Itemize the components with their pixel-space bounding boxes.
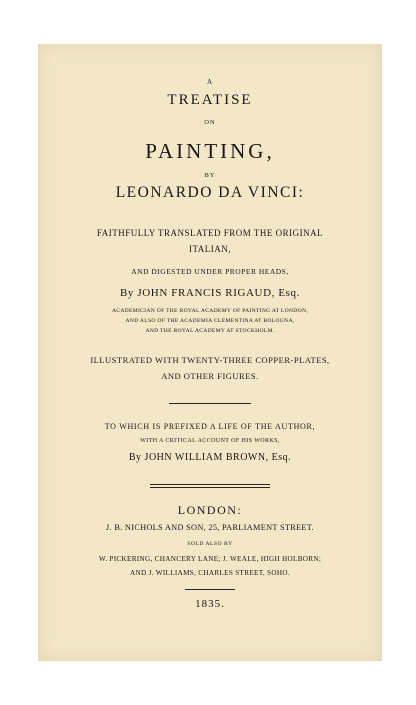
title-page	[38, 44, 382, 661]
imprint-city: LONDON:	[177, 503, 243, 517]
separator-rule-double	[150, 484, 270, 488]
publication-year: 1835.	[195, 598, 225, 610]
sellers-line-1: W. PICKERING, CHANCERY LANE; J. WEALE, HIGH HOLBORN;	[98, 555, 322, 563]
translator-line: By JOHN FRANCIS RIGAUD, Esq.	[120, 287, 300, 299]
sold-also-by-line: SOLD ALSO BY	[187, 541, 233, 547]
separator-rule-1	[169, 403, 251, 404]
sellers-line-2: AND J. WILLIAMS, CHARLES STREET, SOHO.	[130, 569, 290, 577]
digested-line: AND DIGESTED UNDER PROPER HEADS,	[131, 267, 289, 276]
academician-line-2: AND ALSO OF THE ACADEMIA CLEMENTINA AT BOLOGNA,	[125, 318, 295, 324]
prefixed-line: TO WHICH IS PREFIXED A LIFE OF THE AUTHOR,	[104, 422, 316, 431]
title-painting: PAINTING,	[145, 139, 275, 163]
academician-line-1: ACADEMICIAN OF THE ROYAL ACADEMY OF PAINTING AT LONDON,	[111, 308, 309, 314]
separator-rule-2	[185, 589, 235, 590]
academician-line-3: AND THE ROYAL ACADEMY AT STOCKHOLM.	[145, 328, 275, 334]
author-name: LEONARDO DA VINCI:	[115, 184, 305, 201]
translated-line-2: ITALIAN,	[188, 244, 232, 254]
illustrated-line-1: ILLUSTRATED WITH TWENTY-THREE COPPER-PLATES,	[90, 355, 330, 365]
article-a: A	[206, 78, 214, 86]
illustrated-line-2: AND OTHER FIGURES.	[161, 371, 259, 381]
title-treatise: TREATISE	[167, 92, 253, 108]
publisher-line: J. B. NICHOLS AND SON, 25, PARLIAMENT STREET.	[106, 523, 314, 532]
translated-line-1: FAITHFULLY TRANSLATED FROM THE ORIGINAL	[96, 228, 324, 238]
critical-account-line: WITH A CRITICAL ACCOUNT OF HIS WORKS,	[140, 438, 280, 444]
word-on: ON	[204, 119, 216, 126]
word-by: BY	[204, 172, 216, 179]
biographer-line: By JOHN WILLIAM BROWN, Esq.	[128, 452, 292, 463]
title-page-content	[38, 44, 382, 661]
